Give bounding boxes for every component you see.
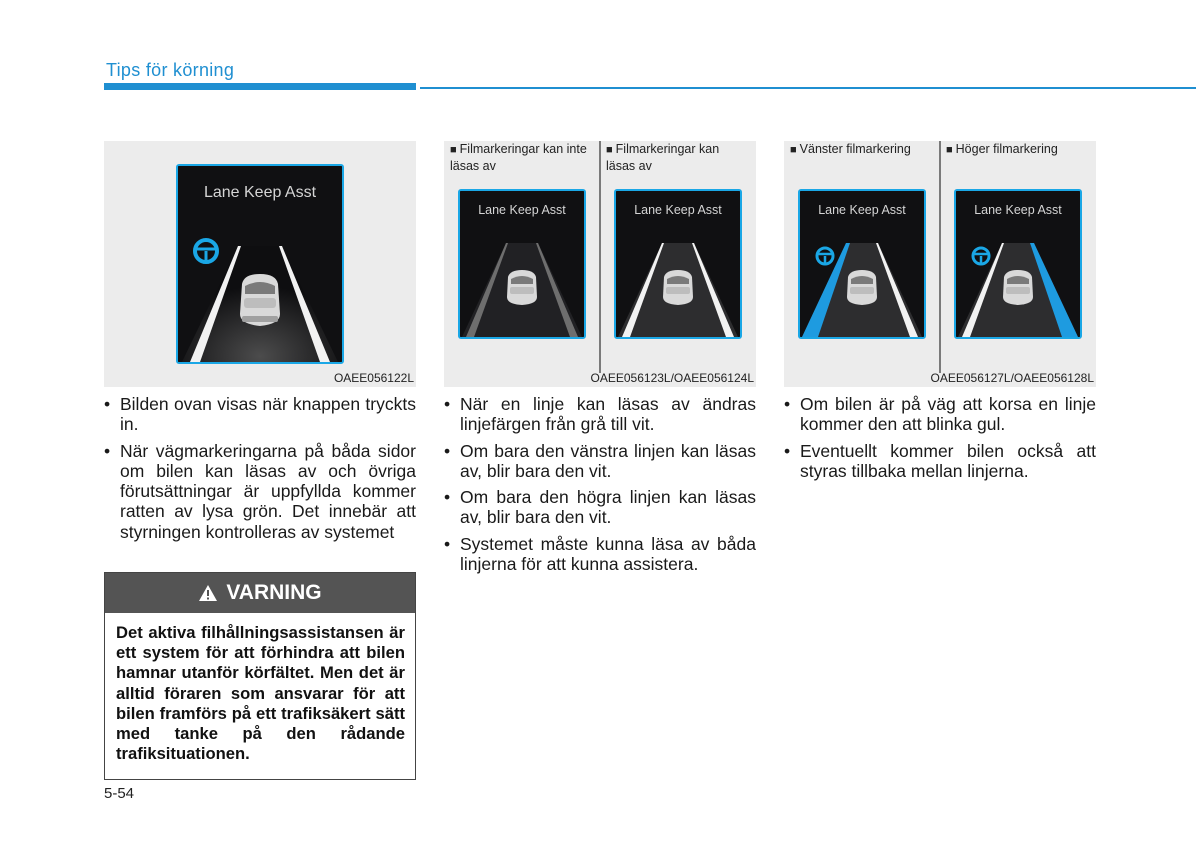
cluster-screen-right [954,189,1082,339]
list-item: • Systemet måste kunna läsa av båda linjerna för att kunna assistera. [444,534,756,575]
list-item: • Om bara den högra linjen kan läsas av, blir bara den vit. [444,487,756,528]
list-item: • Bilden ovan visas när knappen tryckts in. [104,394,416,435]
list-item: • Om bara den vänstra linjen kan läsas av, blir bara den vit. [444,441,756,482]
car-icon [663,270,693,305]
square-bullet-icon: ■ [790,144,797,156]
square-bullet-icon: ■ [946,144,953,156]
divider [939,141,941,373]
figure-lane-detection [444,141,756,387]
screen-title: Lane Keep Asst [203,184,317,201]
bullet-list-col3 [784,394,1096,487]
car-icon [1003,270,1033,305]
list-item: • När vägmarkeringarna på båda sidor om bilen kan läsas av och övriga förutsättningar är uppfyllda kommer ratten av lysa grön. Det innebär att styrningen kontrolleras av systemet [104,441,416,542]
header-rule [420,87,1196,89]
warning-box [104,572,416,780]
car-icon [847,270,877,305]
cluster-screen-right [614,189,742,339]
list-item: • När en linje kan läsas av ändras linjefärgen från grå till vit. [444,394,756,435]
car-icon [507,270,537,305]
warning-triangle-icon [198,584,218,602]
square-bullet-icon: ■ [606,144,613,156]
screen-title: Lane Keep Asst [974,203,1062,217]
bullet-list-col1 [104,394,416,548]
cluster-screen-left [798,189,926,339]
square-bullet-icon: ■ [450,144,457,156]
caption-right: ■ Filmarkeringar kan läsas av [606,142,720,173]
screen-title: Lane Keep Asst [818,203,906,217]
figure-code: OAEE056127L/OAEE056128L [930,371,1094,385]
header-accent-bar [104,83,416,90]
warning-text: Det aktiva filhållningsassistansen är ett system för att förhindra att bilen hamnar utanför körfältet. Men det är alltid föraren som ansvarar för att bilen framförs på ett trafiksäkert sätt med tanke på den rådande trafiksituationen. [116,623,405,764]
list-item: • Om bilen är på väg att korsa en linje kommer den att blinka gul. [784,394,1096,435]
list-item: • Eventuellt kommer bilen också att styras tillbaka mellan linjerna. [784,441,1096,482]
screen-title: Lane Keep Asst [478,203,566,217]
figure-code: OAEE056123L/OAEE056124L [590,371,754,385]
caption-right: ■ Höger filmarkering [946,142,1058,156]
figure-lane-keep-main [104,141,416,387]
header-title: Tips för körning [106,60,235,80]
warning-header [105,573,415,613]
caption-left: ■ Vänster filmarkering [790,142,911,156]
figure-code: OAEE056122L [333,371,414,385]
screen-title: Lane Keep Asst [634,203,722,217]
warning-title: VARNING [226,581,322,604]
page-number: 5-54 [104,785,135,802]
cluster-screen [176,164,344,364]
divider [599,141,601,373]
car-icon [240,274,280,326]
caption-left: ■ Filmarkeringar kan inte läsas av [450,142,587,173]
cluster-screen-left [458,189,586,339]
figure-lane-crossing [784,141,1096,387]
bullet-list-col2 [444,394,756,580]
